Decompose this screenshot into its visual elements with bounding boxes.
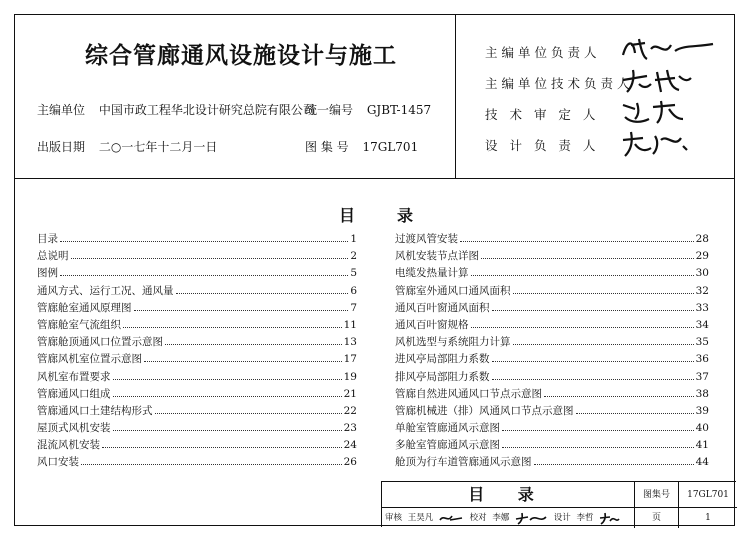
- toc-leader-dots: [471, 316, 694, 328]
- toc-entry-page: 19: [343, 370, 357, 383]
- toc-entry-title: 通风百叶窗规格: [395, 318, 469, 331]
- toc-entry[interactable]: [37, 436, 357, 453]
- drawing-sheet: [14, 14, 735, 526]
- toc-leader-dots: [502, 436, 694, 448]
- publish-date-label: 出版日期: [37, 140, 86, 154]
- toc-entry-page: 37: [695, 370, 709, 383]
- toc-entry-title: 屋顶式风机安装: [37, 422, 111, 435]
- handwritten-signature: [617, 66, 717, 96]
- handwritten-signature: [617, 35, 717, 65]
- handwritten-signature: [617, 128, 717, 158]
- page-label-cell: 页: [635, 508, 679, 528]
- toc-entry[interactable]: [395, 402, 709, 419]
- toc-heading: [15, 203, 734, 223]
- review-label: 审核: [385, 513, 403, 523]
- toc-entry-page: 24: [343, 439, 357, 452]
- toc-entry-page: 5: [350, 267, 357, 280]
- design-label: 设计: [553, 513, 571, 523]
- toc-leader-dots: [513, 333, 694, 345]
- responsible-chief-unit: [485, 35, 725, 66]
- toc-entry[interactable]: [395, 230, 709, 247]
- check-name: 李娜: [492, 513, 510, 523]
- toc-entry-page: 1: [350, 233, 357, 245]
- header-block: [15, 15, 734, 179]
- toc-entry-title: 管廊舱室气流组织: [37, 318, 121, 331]
- toc-leader-dots: [81, 453, 342, 465]
- review-name: 王昊凡: [407, 513, 434, 523]
- toc-entry[interactable]: [37, 419, 357, 436]
- toc-entry-page: 7: [350, 301, 357, 314]
- toc-leader-dots: [144, 350, 342, 362]
- toc-entry[interactable]: [37, 247, 357, 264]
- toc-leader-dots: [513, 282, 694, 294]
- toc-entry-page: 28: [695, 233, 709, 245]
- page-value-cell: 1: [705, 513, 711, 523]
- responsible-label: 主编单位技术负责人: [485, 76, 634, 91]
- toc-entry-page: 11: [343, 318, 357, 331]
- toc-leader-dots: [176, 282, 349, 294]
- title-block-name: 目 录: [382, 482, 635, 508]
- unified-number-value: GJBT-1457: [366, 103, 432, 117]
- toc-entry-title: 多舱室管廊通风示意图: [395, 439, 500, 452]
- toc-entry-title: 风机室布置要求: [37, 370, 111, 383]
- toc-entry-title: 单舱室管廊通风示意图: [395, 422, 500, 435]
- toc-entry[interactable]: [395, 264, 709, 281]
- toc-entry-page: 17: [343, 353, 357, 366]
- toc-leader-dots: [471, 264, 694, 276]
- editor-unit-row: [37, 101, 315, 118]
- toc-leader-dots: [544, 385, 694, 397]
- responsible-tech-review: [485, 97, 725, 128]
- toc-entry-title: 进风亭局部阻力系数: [395, 353, 490, 366]
- toc-entry-page: 35: [695, 336, 709, 349]
- toc-entry-title: 通风百叶窗通风面积: [395, 301, 490, 314]
- toc-entry[interactable]: [395, 453, 709, 470]
- toc-leader-dots: [492, 368, 694, 380]
- toc-leader-dots: [113, 419, 342, 431]
- toc-entry[interactable]: [395, 299, 709, 316]
- toc-leader-dots: [576, 402, 694, 414]
- toc-entry-page: 6: [350, 284, 357, 297]
- toc-entry[interactable]: [37, 299, 357, 316]
- editor-unit-value: 中国市政工程华北设计研究总院有限公司: [98, 103, 315, 117]
- toc-leader-dots: [102, 436, 342, 448]
- toc-leader-dots: [60, 264, 348, 276]
- toc-entry-page: 36: [695, 353, 709, 366]
- toc-entry-page: 21: [343, 387, 357, 400]
- atlas-value-cell: 17GL701: [679, 482, 737, 508]
- toc-entry-title: 管廊通风口组成: [37, 387, 111, 400]
- design-name: 李哲: [576, 513, 594, 523]
- unified-number-row: [305, 101, 431, 118]
- atlas-number-value: 17GL701: [362, 140, 419, 154]
- toc-entry-page: 23: [343, 422, 357, 435]
- responsible-chief-tech: [485, 66, 725, 97]
- responsible-label: 主编单位负责人: [485, 45, 601, 60]
- handwritten-signature: [617, 97, 717, 127]
- design-signature: [598, 511, 620, 525]
- toc-heading-right: 录: [397, 206, 414, 225]
- toc-entry-title: 风机安装节点详图: [395, 250, 479, 263]
- toc-left-column: [37, 230, 357, 471]
- toc-leader-dots: [123, 316, 342, 328]
- toc-entry[interactable]: [37, 230, 357, 247]
- toc-leader-dots: [60, 230, 348, 242]
- toc-entry-title: 管廊舱室通风原理图: [37, 301, 132, 314]
- unified-number-label: 统一编号: [305, 103, 354, 117]
- toc-leader-dots: [460, 230, 694, 242]
- check-label: 校对: [469, 513, 487, 523]
- toc-entry[interactable]: [37, 264, 357, 281]
- toc-leader-dots: [492, 299, 694, 311]
- toc-entry[interactable]: [37, 282, 357, 299]
- toc-entry[interactable]: [37, 402, 357, 419]
- responsible-label: 设 计 负 责 人: [485, 138, 600, 153]
- review-signature: [438, 511, 464, 525]
- toc-entry[interactable]: [37, 350, 357, 367]
- toc-leader-dots: [481, 247, 694, 259]
- signature-row: [382, 508, 635, 528]
- toc-entry-title: 电缆发热量计算: [395, 267, 469, 280]
- toc-entry-title: 总说明: [37, 250, 69, 263]
- toc-entry-title: 风口安装: [37, 456, 79, 469]
- toc-entry-title: 管廊风机室位置示意图: [37, 353, 142, 366]
- toc-entry-page: 40: [695, 422, 709, 435]
- toc-entry-page: 39: [695, 404, 709, 417]
- publish-date-row: [37, 138, 217, 155]
- toc-leader-dots: [155, 402, 342, 414]
- toc-entry-page: 32: [695, 284, 709, 297]
- toc-entry-title: 管廊通风口土建结构形式: [37, 404, 153, 417]
- toc-entry-title: 管廊舱顶通风口位置示意图: [37, 336, 163, 349]
- publish-date-value: 二○一七年十二月一日: [98, 140, 218, 154]
- toc-entry[interactable]: [37, 368, 357, 385]
- toc-leader-dots: [492, 350, 694, 362]
- toc-leader-dots: [134, 299, 349, 311]
- toc-entry[interactable]: [395, 385, 709, 402]
- toc-leader-dots: [113, 385, 342, 397]
- toc-leader-dots: [113, 368, 342, 380]
- toc-entry-title: 通风方式、运行工况、通风量: [37, 284, 174, 297]
- toc-entry-page: 41: [695, 439, 709, 452]
- toc-entry-title: 图例: [37, 267, 58, 280]
- header-divider: [455, 15, 456, 179]
- toc-entry-title: 目录: [37, 233, 58, 245]
- toc-entry[interactable]: [395, 419, 709, 436]
- toc-leader-dots: [165, 333, 342, 345]
- toc-entry-title: 风机选型与系统阻力计算: [395, 336, 511, 349]
- toc-entry[interactable]: [395, 333, 709, 350]
- page-title: 综合管廊通风设施设计与施工: [85, 43, 397, 69]
- toc-entry-page: 38: [695, 387, 709, 400]
- atlas-number-label: 图 集 号: [305, 140, 349, 154]
- toc-entry-page: 22: [343, 404, 357, 417]
- toc-entry-page: 13: [343, 336, 357, 349]
- toc-entry[interactable]: [395, 350, 709, 367]
- check-signature: [514, 511, 548, 525]
- toc-leader-dots: [534, 453, 694, 465]
- toc-entry-page: 26: [343, 456, 357, 469]
- toc-entry[interactable]: [37, 316, 357, 333]
- responsible-persons: [485, 35, 725, 159]
- toc-right-column: [395, 230, 709, 471]
- toc-entry-title: 管廊自然进风通风口节点示意图: [395, 387, 542, 400]
- toc-heading-left: 目: [339, 206, 356, 225]
- responsible-design-lead: [485, 128, 725, 159]
- toc-entry[interactable]: [395, 282, 709, 299]
- toc-entry-title: 混流风机安装: [37, 439, 100, 452]
- toc-entry[interactable]: [37, 453, 357, 470]
- toc-entry-title: 舱顶为行车道管廊通风示意图: [395, 456, 532, 469]
- toc-entry-title: 管廊机械进（排）风通风口节点示意图: [395, 404, 574, 417]
- toc-leader-dots: [502, 419, 694, 431]
- toc-leader-dots: [71, 247, 349, 259]
- toc-entry-page: 34: [695, 318, 709, 331]
- toc-entry[interactable]: [37, 385, 357, 402]
- editor-unit-label: 主编单位: [37, 103, 86, 117]
- toc-entry[interactable]: [37, 333, 357, 350]
- toc-entry-page: 44: [695, 456, 709, 469]
- title-block: [381, 481, 736, 527]
- toc-entry-page: 29: [695, 250, 709, 263]
- toc-entry-title: 管廊室外通风口通风面积: [395, 284, 511, 297]
- responsible-label: 技 术 审 定 人: [485, 107, 600, 122]
- toc-entry-page: 33: [695, 301, 709, 314]
- toc-entry[interactable]: [395, 368, 709, 385]
- toc-entry[interactable]: [395, 247, 709, 264]
- atlas-label-cell: 图集号: [635, 482, 679, 508]
- toc-entry[interactable]: [395, 316, 709, 333]
- toc-entry-page: 2: [350, 250, 357, 263]
- toc-entry-page: 30: [695, 267, 709, 280]
- toc-entry[interactable]: [395, 436, 709, 453]
- atlas-number-row: [305, 138, 418, 155]
- toc-entry-title: 过渡风管安装: [395, 233, 458, 245]
- toc-entry-title: 排风亭局部阻力系数: [395, 370, 490, 383]
